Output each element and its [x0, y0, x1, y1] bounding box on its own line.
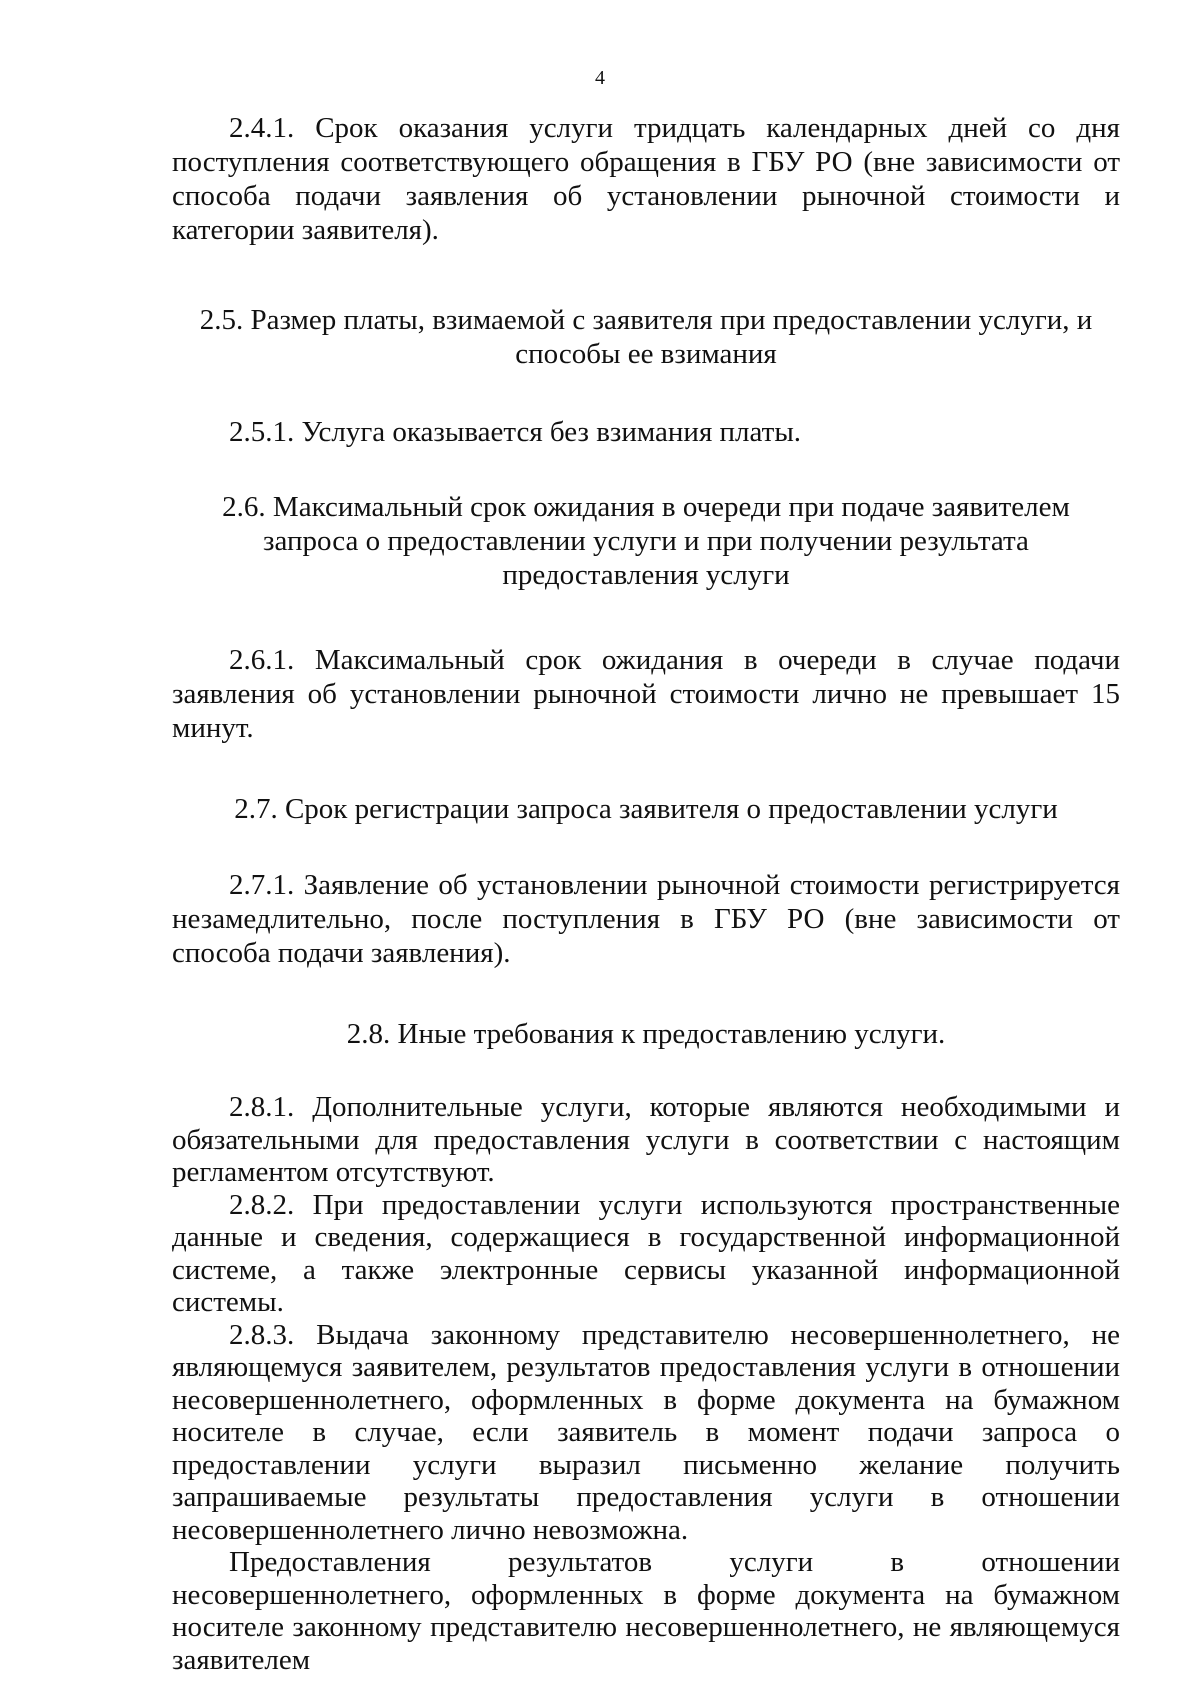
heading-2-6-line-1: 2.6. Максимальный срок ожидания в очереди при подаче заявителем	[222, 491, 1070, 523]
heading-2-6	[172, 490, 1120, 592]
heading-2-8	[172, 1017, 1120, 1051]
heading-2-5-line-2: способы ее взимания	[515, 338, 777, 370]
heading-2-6-line-2: запроса о предоставлении услуги и при получении результата	[263, 525, 1029, 557]
paragraph-2-5-1-block	[172, 415, 1120, 449]
heading-2-7	[172, 792, 1120, 826]
paragraph-2-7-1: 2.7.1. Заявление об установлении рыночной стоимости регистрируется незамедлительно, после поступления в ГБУ РО (вне зависимости от способа подачи заявления).	[172, 869, 1120, 969]
paragraph-2-4-1-block	[172, 111, 1120, 247]
paragraph-2-8-2: 2.8.2. При предоставлении услуги используются пространственные данные и сведения, содержащиеся в государственной информационной системе, а также электронные сервисы указанной информационной системы.	[172, 1188, 1120, 1318]
heading-2-5	[172, 303, 1120, 371]
paragraph-2-4-1: 2.4.1. Срок оказания услуги тридцать календарных дней со дня поступления соответствующего обращения в ГБУ РО (вне зависимости от способа подачи заявления об установлении рыночной стоимости и категории заявителя).	[172, 112, 1120, 246]
section-2-8-paragraphs	[172, 1091, 1120, 1676]
paragraph-2-7-1-block	[172, 868, 1120, 970]
paragraph-final: Предоставления результатов услуги в отношении несовершеннолетнего, оформленных в форме документа на бумажном носителе законному представителю несовершеннолетнего, не являющемуся заявителем	[172, 1546, 1120, 1676]
paragraph-2-6-1-block	[172, 643, 1120, 745]
heading-2-5-line-1: 2.5. Размер платы, взимаемой с заявителя при предоставлении услуги, и	[199, 304, 1093, 336]
paragraph-2-5-1: 2.5.1. Услуга оказывается без взимания платы.	[229, 416, 802, 448]
paragraph-2-6-1: 2.6.1. Максимальный срок ожидания в очереди в случае подачи заявления об установлении рыночной стоимости лично не превышает 15 минут.	[172, 644, 1120, 744]
paragraph-2-8-1: 2.8.1. Дополнительные услуги, которые являются необходимыми и обязательными для предоставления услуги в соответствии с настоящим регламентом отсутствуют.	[172, 1091, 1120, 1188]
paragraph-2-8-3: 2.8.3. Выдача законному представителю несовершеннолетнего, не являющемуся заявителем, результатов предоставления услуги в отношении несовершеннолетнего, оформленных в форме документа на бумажном носителе в случае, если заявитель в момент подачи запроса о предоставлении услуги выразил письменно желание получить запрашиваемые результаты предоставления услуги в отношении несовершеннолетнего лично невозможна.	[172, 1318, 1120, 1546]
heading-2-8-line-1: 2.8. Иные требования к предоставлению услуги.	[346, 1018, 946, 1050]
heading-2-7-line-1: 2.7. Срок регистрации запроса заявителя о предоставлении услуги	[234, 793, 1058, 825]
heading-2-6-line-3: предоставления услуги	[502, 559, 790, 591]
page-number: 4	[595, 67, 605, 89]
